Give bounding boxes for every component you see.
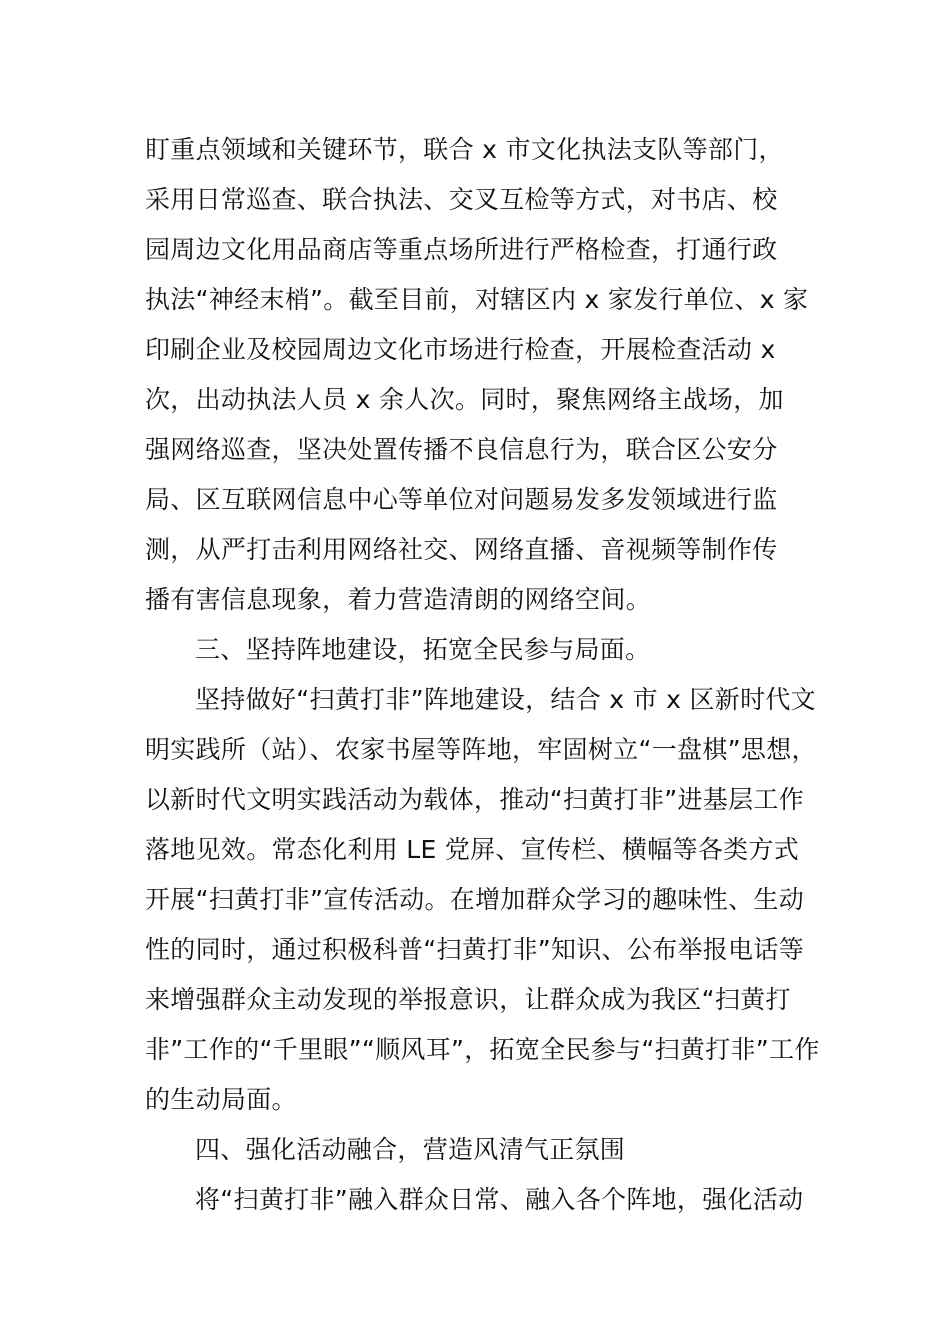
text-line: 性的同时，通过积极科普“扫黄打非”知识、公布举报电话等 [145,935,805,964]
text-line: 非”工作的“千里眼”“顺风耳”，拓宽全民参与“扫黄打非”工作 [145,1035,820,1064]
text-line: 坚持做好“扫黄打非”阵地建设，结合 x 市 x 区新时代文 [195,685,816,714]
text-line: 次，出动执法人员 x 余人次。同时，聚焦网络主战场，加 [145,385,784,414]
text-line: 明实践所（站）、农家书屋等阵地，牢固树立“一盘棋”思想， [145,735,817,764]
text-line: 的生动局面。 [145,1085,297,1114]
text-line: 来增强群众主动发现的举报意识，让群众成为我区“扫黄打 [145,985,791,1014]
text-line: 印刷企业及校园周边文化市场进行检查，开展检查活动 x [145,335,776,364]
text-line: 开展“扫黄打非”宣传活动。在增加群众学习的趣味性、生动 [145,885,805,914]
text-line: 盯重点领域和关键环节，联合 x 市文化执法支队等部门， [145,135,784,164]
document-body [145,125,835,1225]
text-line: 测，从严打击利用网络社交、网络直播、音视频等制作传 [145,535,778,564]
text-line: 四、强化活动融合，营造风清气正氛围 [195,1135,626,1164]
text-line: 播有害信息现象，着力营造清朗的网络空间。 [145,585,652,614]
text-line: 园周边文化用品商店等重点场所进行严格检查，打通行政 [145,235,778,264]
text-line: 三、坚持阵地建设，拓宽全民参与局面。 [195,635,651,664]
text-line: 落地见效。常态化利用 LE 党屏、宣传栏、横幅等各类方式 [145,835,800,864]
text-line: 执法“神经末梢”。截至目前，对辖区内 x 家发行单位、x 家 [145,285,809,314]
text-line: 以新时代文明实践活动为载体，推动“扫黄打非”进基层工作 [145,785,805,814]
text-line: 采用日常巡查、联合执法、交叉互检等方式，对书店、校 [145,185,778,214]
text-line: 将“扫黄打非”融入群众日常、融入各个阵地，强化活动 [195,1185,804,1214]
text-line: 局、区互联网信息中心等单位对问题易发多发领域进行监 [145,485,778,514]
text-line: 强网络巡查，坚决处置传播不良信息行为，联合区公安分 [145,435,778,464]
